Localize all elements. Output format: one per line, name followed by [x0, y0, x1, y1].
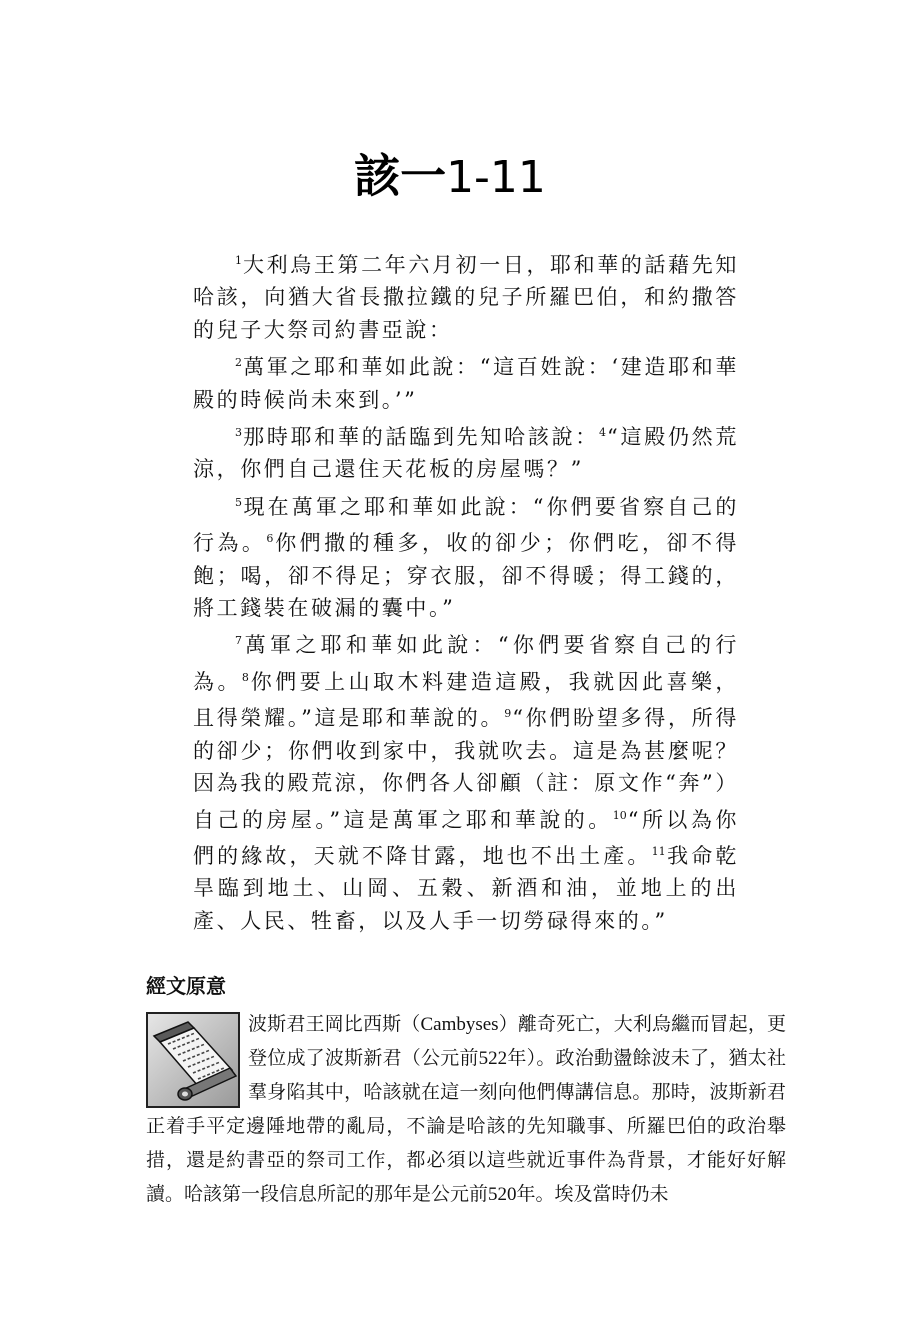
verse-number: 6 [266, 532, 274, 546]
verse-number: 11 [651, 844, 666, 858]
verse-number: 2 [235, 356, 242, 370]
verse-text: “你們盼望多得，所得的卻少；你們收到家中，我就吹去。這是為甚麼呢？因為我的殿荒涼，你們各人卻顧（註：原文作“奔”）自己的房屋。”這是萬軍之耶和華說的。 [193, 706, 739, 832]
verse-text: 萬軍之耶和華如此說：“這百姓說：‘建造耶和華殿的時候尚未來到。’” [193, 355, 739, 412]
verse-text: 萬軍之耶和華如此說：“你們要省察自己的行為。 [193, 633, 739, 694]
verse-number: 9 [504, 707, 512, 721]
verse-paragraph [193, 417, 739, 486]
verse-paragraph [193, 347, 739, 416]
verse-text: 那時耶和華的話臨到先知哈該說： [243, 425, 600, 450]
verse-text: “所以為你們的緣故，天就不降甘露，地也不出土產。 [193, 807, 739, 868]
verse-text: 你們撒的種多，收的卻少；你們吃，卻不得飽；喝，卻不得足；穿衣服，卻不得暖；得工錢的，將工錢裝在破漏的囊中。” [193, 531, 739, 621]
verse-text: 現在萬軍之耶和華如此說：“你們要省察自己的行為。 [193, 494, 739, 556]
title-reference: 1-11 [446, 152, 546, 203]
commentary-paragraph: 波斯君王岡比西斯（Cambyses）離奇死亡，大利烏繼而冒起，更登位成了波斯新君（公元前522年）。政治動盪餘波未了，猶太社羣身陷其中，哈該就在這一刻向他們傳講信息。那時，波斯新君正着手平定邊陲地帶的亂局，不論是哈該的先知職事、所羅巴伯的政治舉措，還是約書亞的祭司工作，都必須以這些就近事件為背景，才能好好解讀。哈該第一段信息所記的那年是公元前520年。埃及當時仍未 [146, 1014, 786, 1205]
verse-number: 1 [235, 254, 242, 267]
verse-number: 8 [241, 670, 249, 684]
section-heading: 經文原意 [146, 974, 226, 998]
commentary-body [146, 1008, 786, 1212]
verse-paragraph [193, 625, 739, 937]
verse-text: “這殿仍然荒涼，你們自己還住天花板的房屋嗎？” [193, 425, 739, 482]
verse-paragraph [193, 487, 739, 625]
verse-text: 大利烏王第二年六月初一日，耶和華的話藉先知哈該，向猶大省長撒拉鐵的兒子所羅巴伯，和約撒答的兒子大祭司約書亞說： [193, 253, 739, 342]
page-title [0, 146, 900, 208]
verse-text: 你們要上山取木料建造這殿，我就因此喜樂，且得榮耀。”這是耶和華說的。 [193, 669, 740, 731]
verse-number: 7 [235, 634, 242, 648]
verse-number: 4 [599, 426, 607, 440]
verse-number: 10 [612, 808, 627, 822]
icon-float-spacer [146, 1008, 248, 1106]
title-book: 該一 [354, 149, 447, 203]
scripture-passage [193, 245, 739, 938]
verse-text: 我命乾旱臨到地土、山岡、五穀、新酒和油，並地上的出產、人民、牲畜，以及人手一切勞碌得來的。” [193, 843, 739, 933]
verse-number: 3 [235, 426, 242, 440]
verse-number: 5 [235, 495, 242, 509]
verse-paragraph [193, 245, 739, 346]
